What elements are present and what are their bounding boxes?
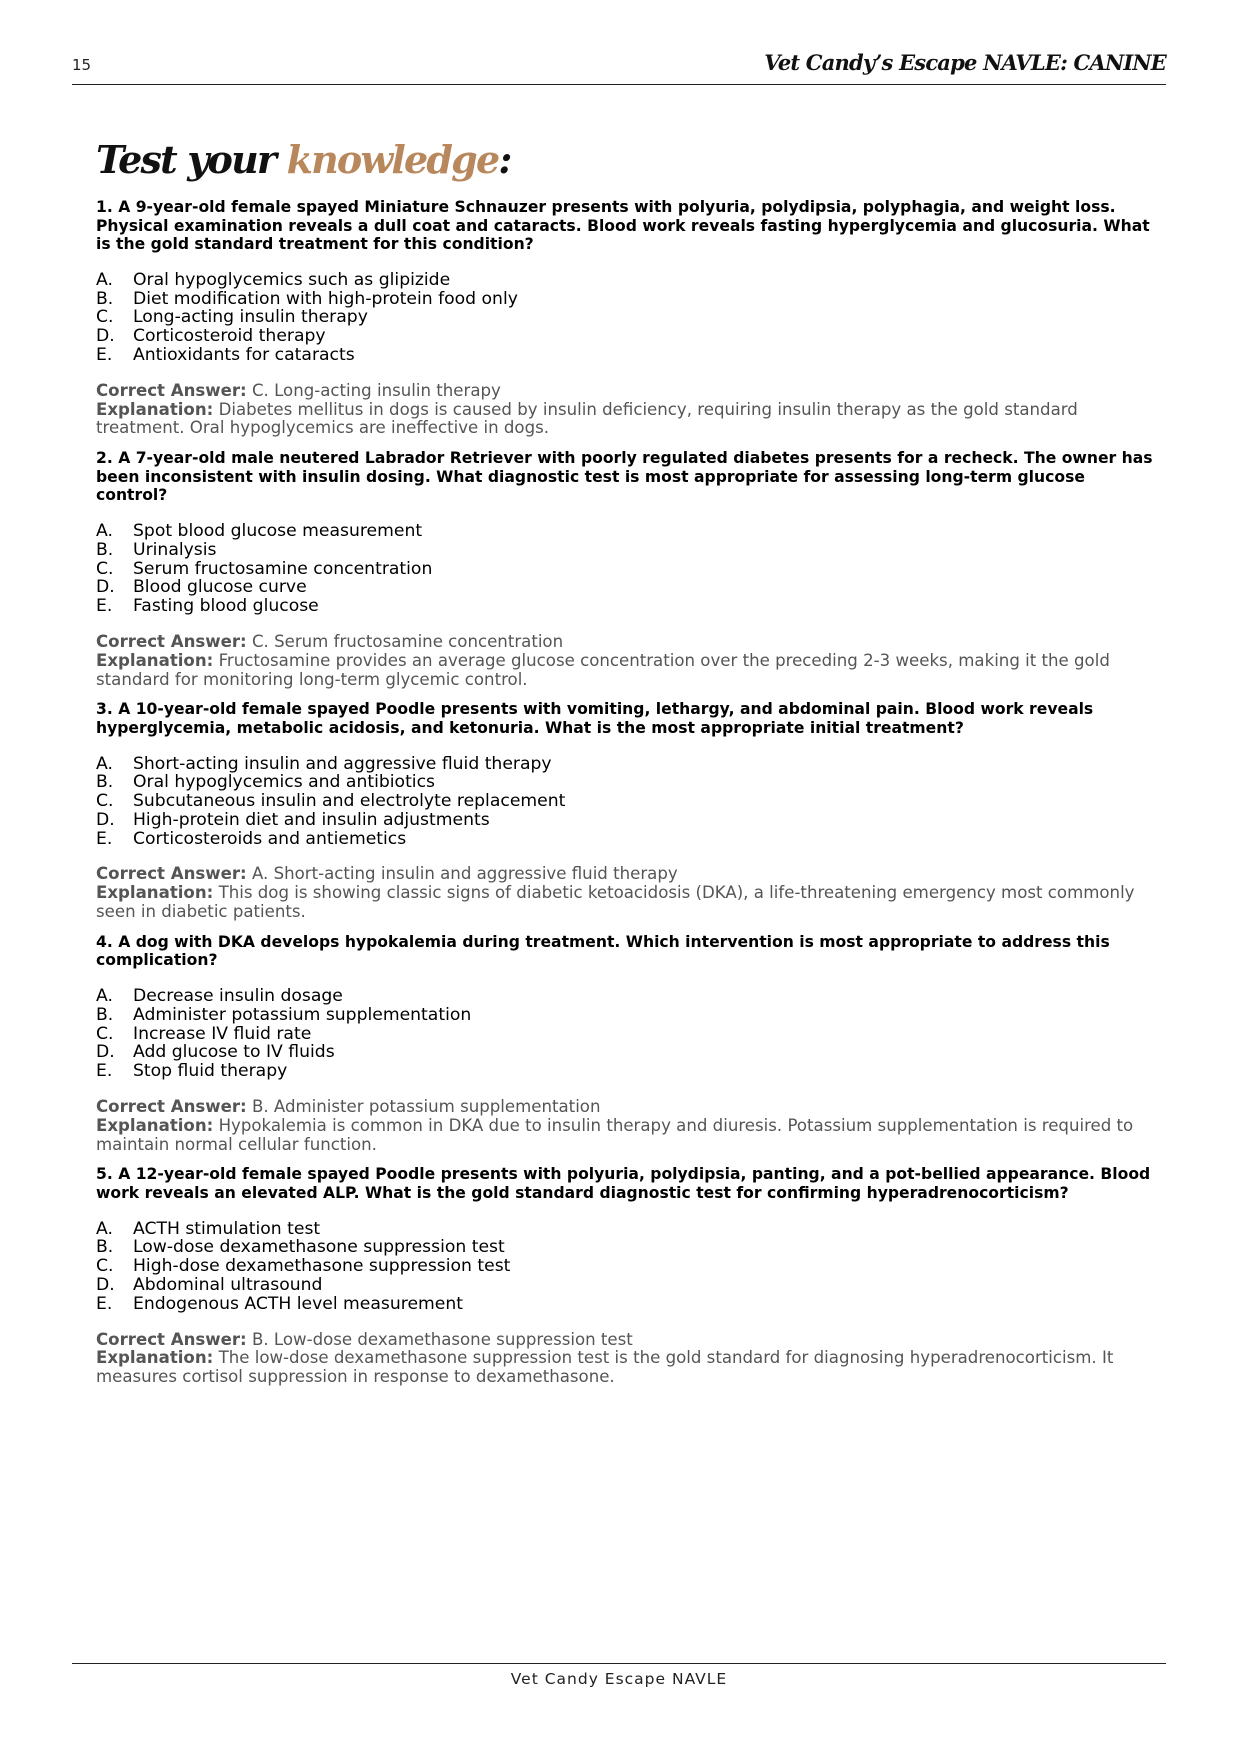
option-item (96, 597, 1158, 616)
correct-answer (96, 865, 1158, 884)
explanation-label: Explanation: (96, 399, 214, 419)
answer-block (96, 382, 1158, 438)
section-title-text: Test your (96, 137, 287, 182)
correct-answer (96, 1331, 1158, 1350)
option-letter: A. (96, 269, 113, 290)
option-item (96, 327, 1158, 346)
option-letter: A. (96, 753, 113, 774)
option-letter: D. (96, 809, 115, 830)
explanation-label: Explanation: (96, 883, 214, 903)
option-letter: D. (96, 577, 115, 598)
option-letter: E. (96, 596, 113, 617)
section-title (96, 138, 511, 182)
option-list (96, 987, 1158, 1081)
question-block (96, 700, 1158, 922)
correct-answer (96, 1098, 1158, 1117)
question-block (96, 933, 1158, 1155)
option-item (96, 346, 1158, 365)
option-item (96, 308, 1158, 327)
correct-answer (96, 633, 1158, 652)
option-item (96, 560, 1158, 579)
option-text: Stop fluid therapy (133, 1061, 288, 1082)
option-letter: A. (96, 1218, 113, 1239)
running-title: Vet Candy’s Escape NAVLE: CANINE (764, 50, 1166, 75)
option-letter: E. (96, 344, 113, 365)
correct-answer-label: Correct Answer: (96, 864, 247, 884)
correct-answer-text: B. Administer potassium supplementation (251, 1097, 601, 1117)
option-item (96, 792, 1158, 811)
option-item (96, 271, 1158, 290)
option-item (96, 1025, 1158, 1044)
option-text: Urinalysis (133, 539, 217, 560)
question-block (96, 1165, 1158, 1387)
option-item (96, 987, 1158, 1006)
option-item (96, 522, 1158, 541)
option-item (96, 1043, 1158, 1062)
correct-answer-label: Correct Answer: (96, 1097, 247, 1117)
page-header (72, 48, 1166, 85)
option-letter: E. (96, 828, 113, 849)
correct-answer-label: Correct Answer: (96, 631, 247, 651)
footer-text: Vet Candy Escape NAVLE (510, 1670, 728, 1688)
question-list (96, 198, 1158, 1387)
page-footer (72, 1663, 1166, 1688)
option-text: Blood glucose curve (133, 577, 307, 598)
option-letter: C. (96, 307, 114, 328)
option-text: Decrease insulin dosage (133, 986, 343, 1007)
option-item (96, 1062, 1158, 1081)
question-text: 3. A 10-year-old female spayed Poodle presents with vomiting, lethargy, and abdominal pain. Blood work reveals hyperglycemia, metabolic acidosis, and ketonuria. What is the most appropriate initial treatment? (96, 700, 1094, 737)
explanation-text: This dog is showing classic signs of diabetic ketoacidosis (DKA), a life-threatening emergency most commonly seen in diabetic patients. (96, 883, 1135, 922)
option-item (96, 1295, 1158, 1314)
option-letter: D. (96, 326, 115, 347)
explanation-text: Fructosamine provides an average glucose concentration over the preceding 2-3 weeks, making it the gold standard for monitoring long-term glycemic control. (96, 650, 1110, 689)
option-letter: E. (96, 1061, 113, 1082)
option-item (96, 541, 1158, 560)
answer-block (96, 1098, 1158, 1154)
option-text: Low-dose dexamethasone suppression test (133, 1237, 505, 1258)
option-text: High-protein diet and insulin adjustments (133, 809, 490, 830)
option-text: Endogenous ACTH level measurement (133, 1293, 463, 1314)
option-item (96, 755, 1158, 774)
question-text: 5. A 12-year-old female spayed Poodle presents with polyuria, polydipsia, panting, and a pot-bellied appearance. Blood work reveals an elevated ALP. What is the gold standard diagnostic test for confirming hyperadrenocorticism? (96, 1165, 1151, 1203)
option-letter: D. (96, 1042, 115, 1063)
option-letter: B. (96, 539, 114, 560)
option-text: ACTH stimulation test (133, 1218, 321, 1239)
correct-answer-text: B. Low-dose dexamethasone suppression test (251, 1329, 633, 1349)
page-number: 15 (72, 56, 92, 74)
option-item (96, 811, 1158, 830)
option-item (96, 1006, 1158, 1025)
option-list (96, 1220, 1158, 1314)
option-letter: C. (96, 791, 114, 812)
question-block (96, 198, 1158, 438)
option-text: Antioxidants for cataracts (133, 344, 355, 365)
option-letter: C. (96, 558, 114, 579)
option-item (96, 1238, 1158, 1257)
option-list (96, 271, 1158, 365)
option-text: Oral hypoglycemics such as glipizide (133, 269, 451, 290)
explanation (96, 884, 1158, 922)
explanation (96, 1349, 1158, 1387)
option-letter: B. (96, 288, 114, 309)
option-text: Abdominal ultrasound (133, 1275, 323, 1296)
option-list (96, 522, 1158, 616)
option-text: Fasting blood glucose (133, 596, 319, 617)
explanation-label: Explanation: (96, 1115, 214, 1135)
option-text: Increase IV fluid rate (133, 1023, 312, 1044)
option-letter: B. (96, 1004, 114, 1025)
option-text: Spot blood glucose measurement (133, 520, 423, 541)
explanation-label: Explanation: (96, 650, 214, 670)
option-text: Long-acting insulin therapy (133, 307, 368, 328)
option-letter: A. (96, 520, 113, 541)
correct-answer-text: C. Long-acting insulin therapy (251, 380, 501, 400)
option-letter: A. (96, 986, 113, 1007)
option-item (96, 1220, 1158, 1239)
option-item (96, 1257, 1158, 1276)
option-item (96, 578, 1158, 597)
option-text: Serum fructosamine concentration (133, 558, 433, 579)
explanation-label: Explanation: (96, 1348, 214, 1368)
option-text: Corticosteroid therapy (133, 326, 326, 347)
question-text: 2. A 7-year-old male neutered Labrador Retriever with poorly regulated diabetes presents for a recheck. The owner has been inconsistent with insulin dosing. What diagnostic test is most appropriate for assessing long-term glucose control? (96, 449, 1153, 505)
option-item (96, 830, 1158, 849)
explanation (96, 652, 1158, 690)
explanation-text: Hypokalemia is common in DKA due to insulin therapy and diuresis. Potassium supplementation is required to maintain normal cellular function. (96, 1115, 1134, 1154)
question-text: 4. A dog with DKA develops hypokalemia during treatment. Which intervention is most appropriate to address this complication? (96, 932, 1110, 970)
correct-answer-text: C. Serum fructosamine concentration (251, 631, 564, 651)
option-item (96, 773, 1158, 792)
explanation (96, 1117, 1158, 1155)
section-title-colon: : (498, 137, 511, 182)
question-text: 1. A 9-year-old female spayed Miniature Schnauzer presents with polyuria, polydipsia, polyphagia, and weight loss. Physical examination reveals a dull coat and cataracts. Blood work reveals fasting hyperglycemia and glucosuria. What is the gold standard treatment for this condition? (96, 198, 1150, 254)
correct-answer (96, 382, 1158, 401)
option-text: Diet modification with high-protein food only (133, 288, 518, 309)
correct-answer-label: Correct Answer: (96, 1329, 247, 1349)
answer-block (96, 1331, 1158, 1387)
explanation (96, 401, 1158, 439)
option-letter: D. (96, 1275, 115, 1296)
answer-block (96, 633, 1158, 689)
option-text: Add glucose to IV fluids (133, 1042, 335, 1063)
option-item (96, 1276, 1158, 1295)
option-text: Oral hypoglycemics and antibiotics (133, 772, 435, 793)
option-text: Corticosteroids and antiemetics (133, 828, 407, 849)
answer-block (96, 865, 1158, 921)
option-list (96, 755, 1158, 849)
question-block (96, 449, 1158, 689)
option-letter: C. (96, 1256, 114, 1277)
option-item (96, 290, 1158, 309)
explanation-text: The low-dose dexamethasone suppression test is the gold standard for diagnosing hyperadrenocorticism. It measures cortisol suppression in response to dexamethasone. (96, 1348, 1114, 1387)
explanation-text: Diabetes mellitus in dogs is caused by insulin deficiency, requiring insulin therapy as the gold standard treatment. Oral hypoglycemics are ineffective in dogs. (96, 399, 1078, 438)
option-text: Short-acting insulin and aggressive fluid therapy (133, 753, 552, 774)
correct-answer-label: Correct Answer: (96, 380, 247, 400)
option-letter: B. (96, 1237, 114, 1258)
option-text: High-dose dexamethasone suppression test (133, 1256, 511, 1277)
section-title-accent: knowledge (286, 137, 499, 182)
option-letter: E. (96, 1293, 113, 1314)
option-text: Administer potassium supplementation (133, 1004, 472, 1025)
option-text: Subcutaneous insulin and electrolyte replacement (133, 791, 566, 812)
option-letter: C. (96, 1023, 114, 1044)
correct-answer-text: A. Short-acting insulin and aggressive fluid therapy (251, 864, 678, 884)
option-letter: B. (96, 772, 114, 793)
